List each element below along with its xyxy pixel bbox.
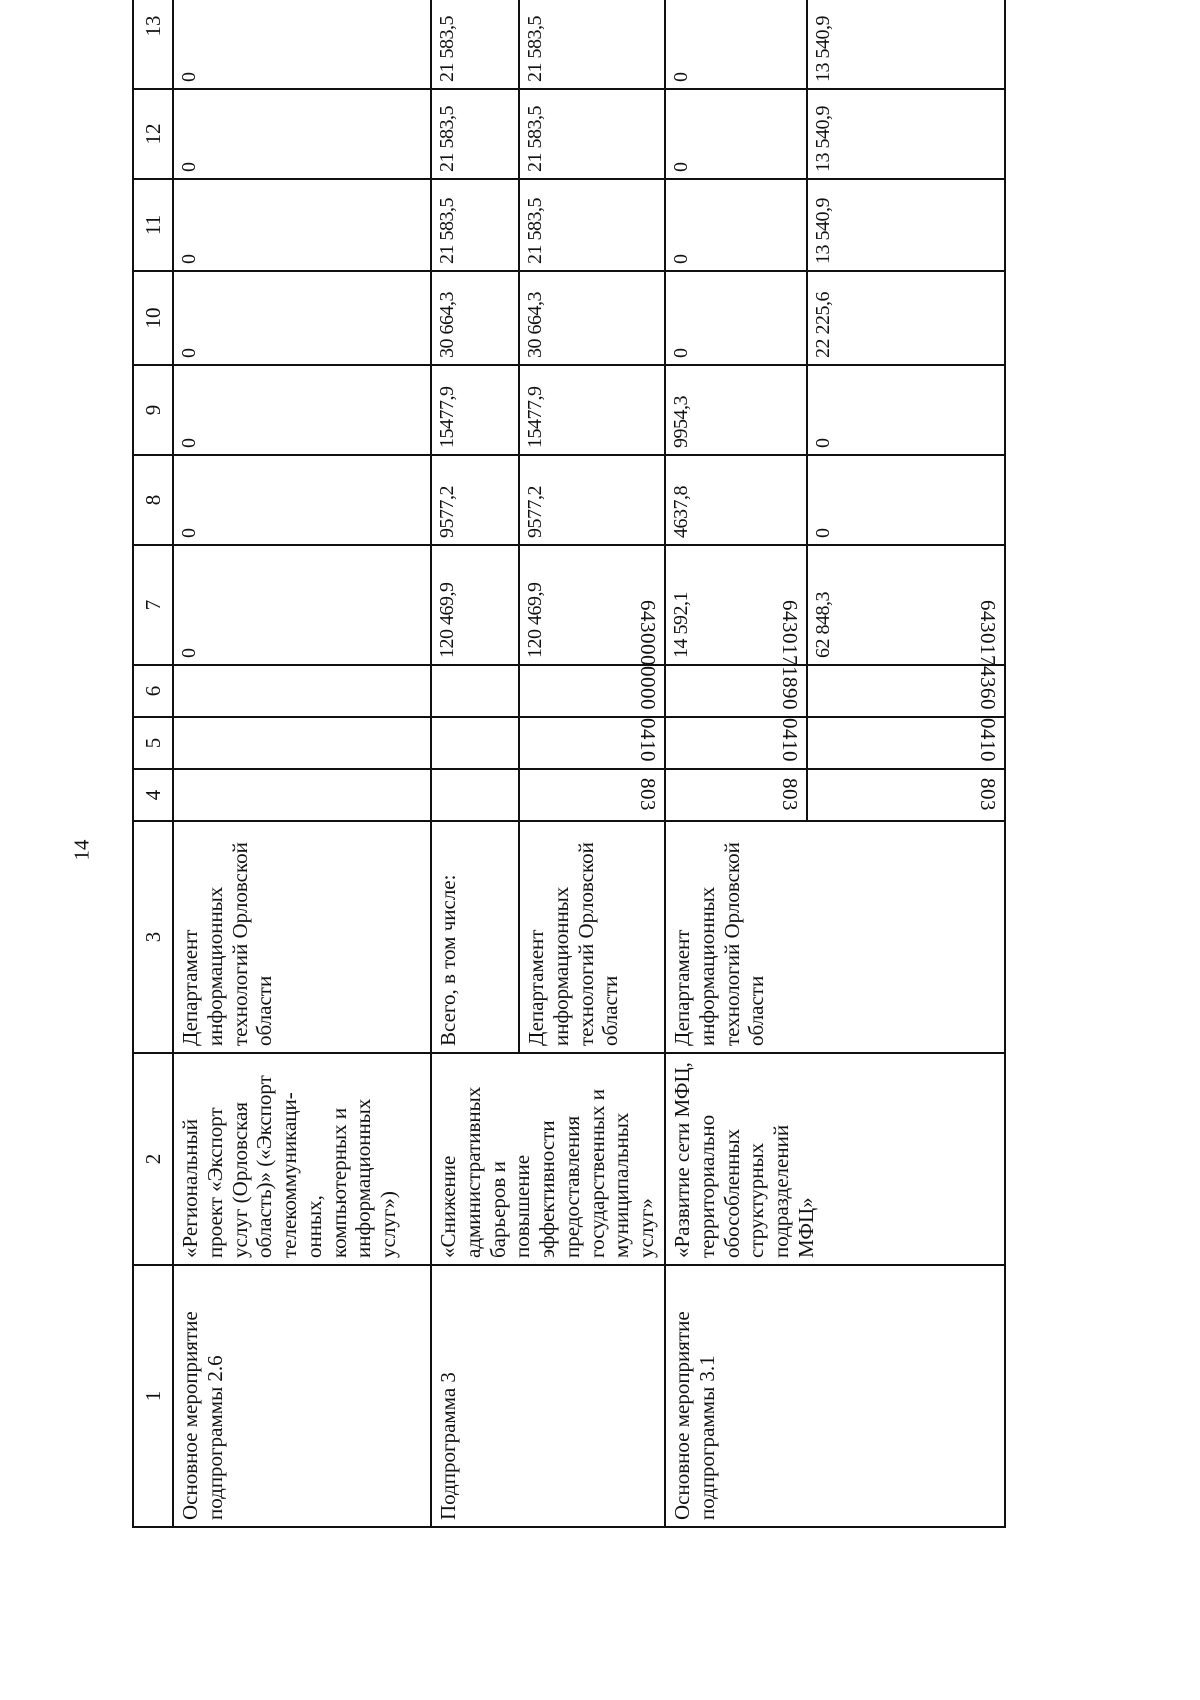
cell-value: 120 469,9	[431, 545, 519, 665]
col-header-3: 3	[133, 821, 173, 1053]
cell-value: 21 583,5	[519, 179, 665, 271]
cell-csr: 6430174360	[807, 665, 1005, 717]
cell-value: 13 540,9	[807, 179, 1005, 271]
cell-executor: Всего, в том числе:	[431, 821, 519, 1053]
col-header-8: 8	[133, 455, 173, 545]
cell-grbs: 803	[807, 769, 1005, 821]
table-row	[173, 0, 431, 1527]
cell-value: 14 592,1	[665, 545, 807, 665]
cell-value: 9577,2	[431, 455, 519, 545]
cell-grbs: 803	[665, 769, 807, 821]
budget-table	[132, 0, 1006, 1528]
cell-csr	[173, 665, 431, 717]
cell-value: 9954,3	[665, 365, 807, 455]
cell-grbs	[173, 769, 431, 821]
cell-value: 0	[665, 0, 807, 89]
cell-csr: 6430000000	[519, 665, 665, 717]
cell-executor: Департамент информационных технологий Орловской области	[173, 821, 431, 1053]
col-header-12: 12	[133, 89, 173, 179]
cell-grbs: 803	[519, 769, 665, 821]
cell-name: «Региональный проект «Экспорт услуг (Орловская область)» («Экспорт телекоммуникаци-онных, компьютерных и информационных услуг»)	[173, 1053, 431, 1265]
cell-value: 0	[807, 365, 1005, 455]
cell-activity: Основное мероприятие подпрограммы 2.6	[173, 1265, 431, 1527]
cell-activity: Основное мероприятие подпрограммы 3.1	[665, 1265, 1005, 1527]
cell-rzpr: 0410	[807, 717, 1005, 769]
cell-grbs	[431, 769, 519, 821]
cell-value: 13 540,9	[807, 89, 1005, 179]
cell-value: 22 225,6	[807, 271, 1005, 365]
cell-value: 30 664,3	[431, 271, 519, 365]
cell-csr	[431, 665, 519, 717]
cell-value: 15477,9	[519, 365, 665, 455]
cell-value: 0	[665, 271, 807, 365]
col-header-5: 5	[133, 717, 173, 769]
table-row	[665, 0, 807, 1527]
cell-value: 0	[173, 455, 431, 545]
cell-value: 21 583,5	[431, 179, 519, 271]
cell-rzpr	[431, 717, 519, 769]
col-header-13: 13	[133, 0, 173, 89]
cell-value: 0	[173, 365, 431, 455]
cell-value: 4637,8	[665, 455, 807, 545]
cell-value: 0	[807, 455, 1005, 545]
cell-value: 30 664,3	[519, 271, 665, 365]
cell-value: 9577,2	[519, 455, 665, 545]
cell-value: 13 540,9	[807, 0, 1005, 89]
cell-value: 120 469,9	[519, 545, 665, 665]
col-header-11: 11	[133, 179, 173, 271]
cell-rzpr: 0410	[519, 717, 665, 769]
cell-executor: Департамент информационных технологий Орловской области	[519, 821, 665, 1053]
page-number: 14	[69, 839, 94, 861]
cell-value: 0	[665, 179, 807, 271]
cell-value: 21 583,5	[431, 0, 519, 89]
cell-rzpr	[173, 717, 431, 769]
table-row	[431, 0, 519, 1527]
cell-activity: Подпрограмма 3	[431, 1265, 665, 1527]
cell-executor: Департамент информационных технологий Орловской области	[665, 821, 1005, 1053]
col-header-10: 10	[133, 271, 173, 365]
cell-value: 15477,9	[431, 365, 519, 455]
col-header-4: 4	[133, 769, 173, 821]
cell-value: 21 583,5	[431, 89, 519, 179]
rotated-table-wrapper	[132, 15, 1002, 1528]
cell-value: 0	[665, 89, 807, 179]
cell-value: 0	[173, 271, 431, 365]
col-header-9: 9	[133, 365, 173, 455]
col-header-2: 2	[133, 1053, 173, 1265]
col-header-7: 7	[133, 545, 173, 665]
cell-rzpr: 0410	[665, 717, 807, 769]
cell-value: 0	[173, 545, 431, 665]
cell-value: 21 583,5	[519, 0, 665, 89]
cell-name: «Развитие сети МФЦ, территориально обособленных структурных подразделений МФЦ»	[665, 1053, 1005, 1265]
cell-csr: 6430171890	[665, 665, 807, 717]
cell-value: 0	[173, 179, 431, 271]
col-header-6: 6	[133, 665, 173, 717]
header-row	[133, 0, 173, 1527]
cell-value: 21 583,5	[519, 89, 665, 179]
col-header-1: 1	[133, 1265, 173, 1527]
cell-value: 0	[173, 89, 431, 179]
cell-value: 62 848,3	[807, 545, 1005, 665]
cell-value: 0	[173, 0, 431, 89]
cell-name: «Снижение административных барьеров и повышение эффективности предоставления государственных и муниципальных услуг»	[431, 1053, 665, 1265]
